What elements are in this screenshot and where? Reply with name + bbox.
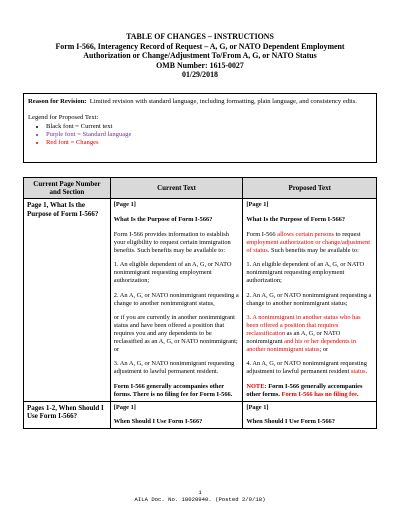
paragraph: 1. An eligible dependent of an A, G, or NATO nonimmigrant requesting employment authorization; <box>113 261 232 284</box>
paragraph: 2. An A, G, or NATO nonimmigrant requesting a change to another nonimmigrant status; <box>246 291 372 307</box>
paragraph: Form I-566 generally accompanies other forms. There is no filing fee for Form I-566. <box>113 382 233 398</box>
paragraph: 3. An A, G, or NATO nonimmigrant requesting adjustment to lawful permanent resident. <box>113 360 235 376</box>
paragraph <box>246 383 373 399</box>
cell-heading: What Is the Purpose of Form I-566? <box>246 216 346 224</box>
changed-text: 3. A nonimmigrant in another status who has been offered a position that <box>246 314 361 330</box>
aila-doc-number: AILA Doc. No. 18020940. (Posted 2/9/18) <box>134 496 266 503</box>
text-run: to request <box>334 231 361 238</box>
row-section: Pages 1-2, When Should I Use Form I-566? <box>24 401 111 429</box>
text-run: ; or <box>319 345 329 353</box>
page-ref: [Page 1] <box>113 201 136 209</box>
header-form-title: Form I-566, Interagency Record of Request – A, G, or NATO Dependent Employment <box>55 41 345 51</box>
changed-text: employment authorization or change/adjustment of status <box>246 238 371 254</box>
header-current-text: Current Text <box>110 178 243 199</box>
changed-text: and his or her dependents in another nonimmigrant status <box>246 337 357 353</box>
table-row <box>24 199 377 401</box>
row-proposed-text <box>243 199 377 401</box>
page-ref: [Page 1] <box>246 403 269 411</box>
paragraph: or if you are currently in another nonimmigrant status and have been offered a position that requires you and any dependents to be reclassified as an A, G, or NATO nonimmigrant; or <box>113 314 238 353</box>
legend-list <box>28 123 372 147</box>
text-run: 4. An A, G, or NATO nonimmigrant requesting adjustment to lawful permanent resident <box>246 360 367 376</box>
paragraph <box>246 314 373 353</box>
reason-box <box>23 93 377 163</box>
changes-table <box>23 177 377 429</box>
table-row <box>24 401 377 429</box>
paragraph <box>246 231 373 254</box>
reason-for-revision <box>28 98 372 106</box>
text-run: Form I-566 <box>246 231 278 238</box>
reason-label: Reason for Revision: <box>28 98 87 105</box>
header-form-subtitle: Authorization or Change/Adjustment To/From A, G, or NATO Status <box>83 51 317 60</box>
legend-purple: • Purple font = Standard language <box>46 131 372 139</box>
text-run: Form I-566 generally accompanies other forms. <box>246 382 363 398</box>
legend-black: • Black font = Current text <box>46 123 372 131</box>
row-current-text <box>110 199 243 401</box>
changed-text: Form I-566 has no filing fee <box>281 390 357 398</box>
row-section: Page 1, What Is the Purpose of Form I-566? <box>24 199 111 401</box>
paragraph: 2. An A, G, or NATO nonimmigrant requesting a change to another nonimmigrant status, <box>113 291 239 307</box>
legend-red: • Red font = Changes <box>46 139 372 147</box>
header-section: Current Page Number and Section <box>24 178 111 199</box>
paragraph: 1. An eligible dependent of an A, G, or NATO nonimmigrant requesting employment authorization; <box>246 261 365 284</box>
text-run: as an A, G, or NATO nonimmigrant <box>246 329 341 345</box>
row-proposed-text <box>243 401 377 429</box>
header-omb-number: OMB Number: 1615-0027 <box>156 60 244 70</box>
changed-text: requires reclassification <box>246 322 339 337</box>
reason-text: Limited revision with standard language, including formatting, plain language, and consistency edits. <box>89 98 357 105</box>
row-current-text <box>110 401 243 429</box>
document-header <box>28 32 372 80</box>
cell-heading: When Should I Use Form I-566? <box>246 418 335 426</box>
page-footer <box>0 489 400 503</box>
page-number: 1 <box>198 489 202 496</box>
text-run: . Such benefits may be available to: <box>267 246 359 254</box>
header-title: TABLE OF CHANGES – INSTRUCTIONS <box>126 32 274 41</box>
text-run: . <box>365 368 368 376</box>
paragraph <box>246 360 373 376</box>
legend-title: Legend for Proposed Text: <box>28 114 99 121</box>
cell-heading: What Is the Purpose of Form I-566? <box>113 216 213 224</box>
header-date: 01/29/2018 <box>182 70 218 79</box>
header-proposed-text: Proposed Text <box>243 178 377 199</box>
page-ref: [Page 1] <box>246 201 269 209</box>
text-run: . <box>357 390 359 398</box>
cell-heading: When Should I Use Form I-566? <box>113 418 203 426</box>
changed-text: status <box>350 368 366 376</box>
changed-text: allows certain persons <box>277 231 335 238</box>
table-header-row <box>24 178 377 199</box>
paragraph: Form I-566 provides information to establish your eligibility to request certain immigration benefits. Such benefits may be available to: <box>113 231 231 254</box>
page-ref: [Page 1] <box>113 403 136 411</box>
changed-text: NOTE: <box>246 382 267 390</box>
